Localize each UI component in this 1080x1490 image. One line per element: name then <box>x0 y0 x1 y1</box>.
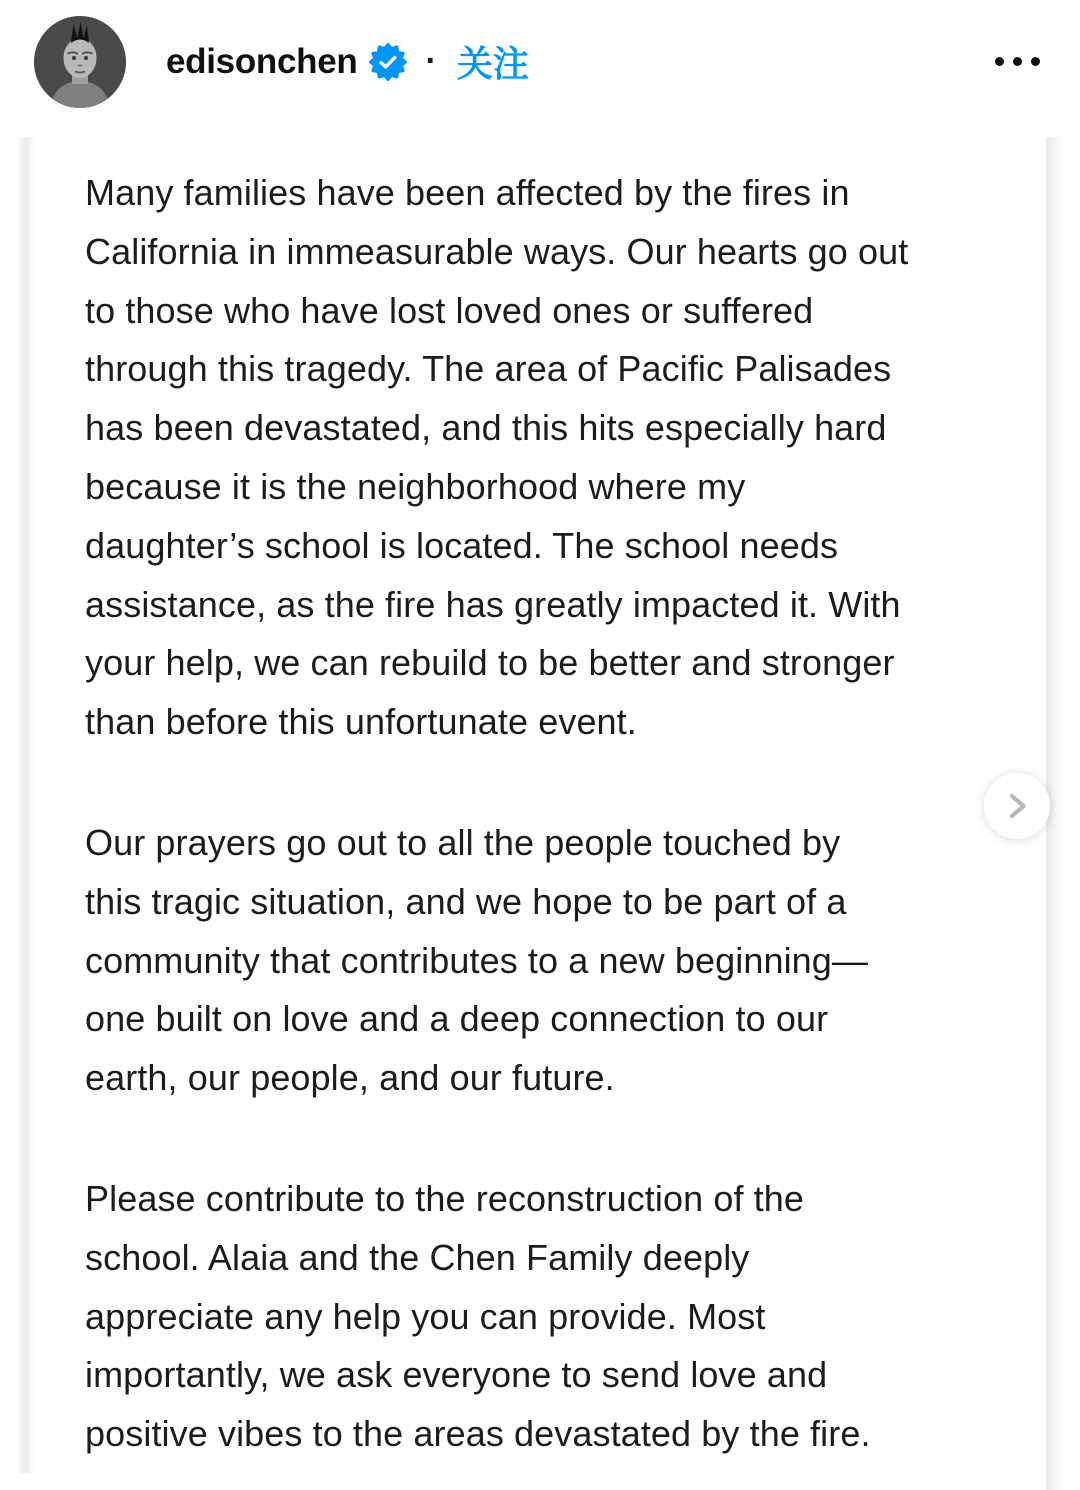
post-text-line: daughter’s school is located. The school needs <box>85 524 839 566</box>
post-header <box>0 0 1080 137</box>
post-text <box>85 164 908 1464</box>
post-text-line: Our prayers go out to all the people touched by <box>85 821 841 863</box>
post-text-line: through this tragedy. The area of Pacific Palisades <box>85 348 892 390</box>
post-text-line: than before this unfortunate event. <box>85 701 637 743</box>
post-text-line: earth, our people, and our future. <box>85 1057 615 1099</box>
more-options-button[interactable] <box>987 49 1048 74</box>
carousel-slide <box>0 137 1080 1490</box>
post-text-line: school. Alaia and the Chen Family deeply <box>85 1236 750 1278</box>
three-dots-icon <box>995 57 1004 66</box>
avatar-portrait-icon <box>34 16 126 108</box>
post-text-line: California in immeasurable ways. Our hearts go out <box>85 230 909 272</box>
post-text-line: importantly, we ask everyone to send love and <box>85 1354 828 1396</box>
post-text-line: has been devastated, and this hits especially hard <box>85 407 887 449</box>
post-text-line: your help, we can rebuild to be better and stronger <box>85 642 895 684</box>
post-paragraph <box>85 814 908 1108</box>
post-text-line: positive vibes to the areas devastated by the fire. <box>85 1413 871 1455</box>
post-text-line: assistance, as the fire has greatly impacted it. With <box>85 583 901 625</box>
post-paragraph <box>85 164 908 752</box>
three-dots-icon <box>1013 57 1022 66</box>
carousel-left-edge-shadow <box>18 137 35 1473</box>
post-text-line: because it is the neighborhood where my <box>85 465 746 507</box>
follow-button[interactable]: 关注 <box>457 36 529 87</box>
user-row <box>166 36 529 87</box>
three-dots-icon <box>1031 57 1040 66</box>
chevron-right-icon <box>1002 791 1032 821</box>
post-text-line: to those who have lost loved ones or suffered <box>85 289 814 331</box>
post-text-line: this tragic situation, and we hope to be part of a <box>85 880 847 922</box>
post-text-line: Many families have been affected by the fires in <box>85 172 850 213</box>
verified-badge-icon <box>369 43 407 81</box>
post-text-line: one built on love and a deep connection to our <box>85 998 829 1040</box>
post-paragraph <box>85 1170 908 1464</box>
separator-dot: · <box>425 42 437 80</box>
carousel-next-button[interactable] <box>984 773 1050 839</box>
post-text-line: appreciate any help you can provide. Most <box>85 1295 766 1337</box>
post-text-line: community that contributes to a new beginning— <box>85 939 869 981</box>
username[interactable]: edisonchen <box>166 41 358 81</box>
post-text-line: Please contribute to the reconstruction of the <box>85 1177 805 1219</box>
avatar[interactable] <box>34 16 126 108</box>
